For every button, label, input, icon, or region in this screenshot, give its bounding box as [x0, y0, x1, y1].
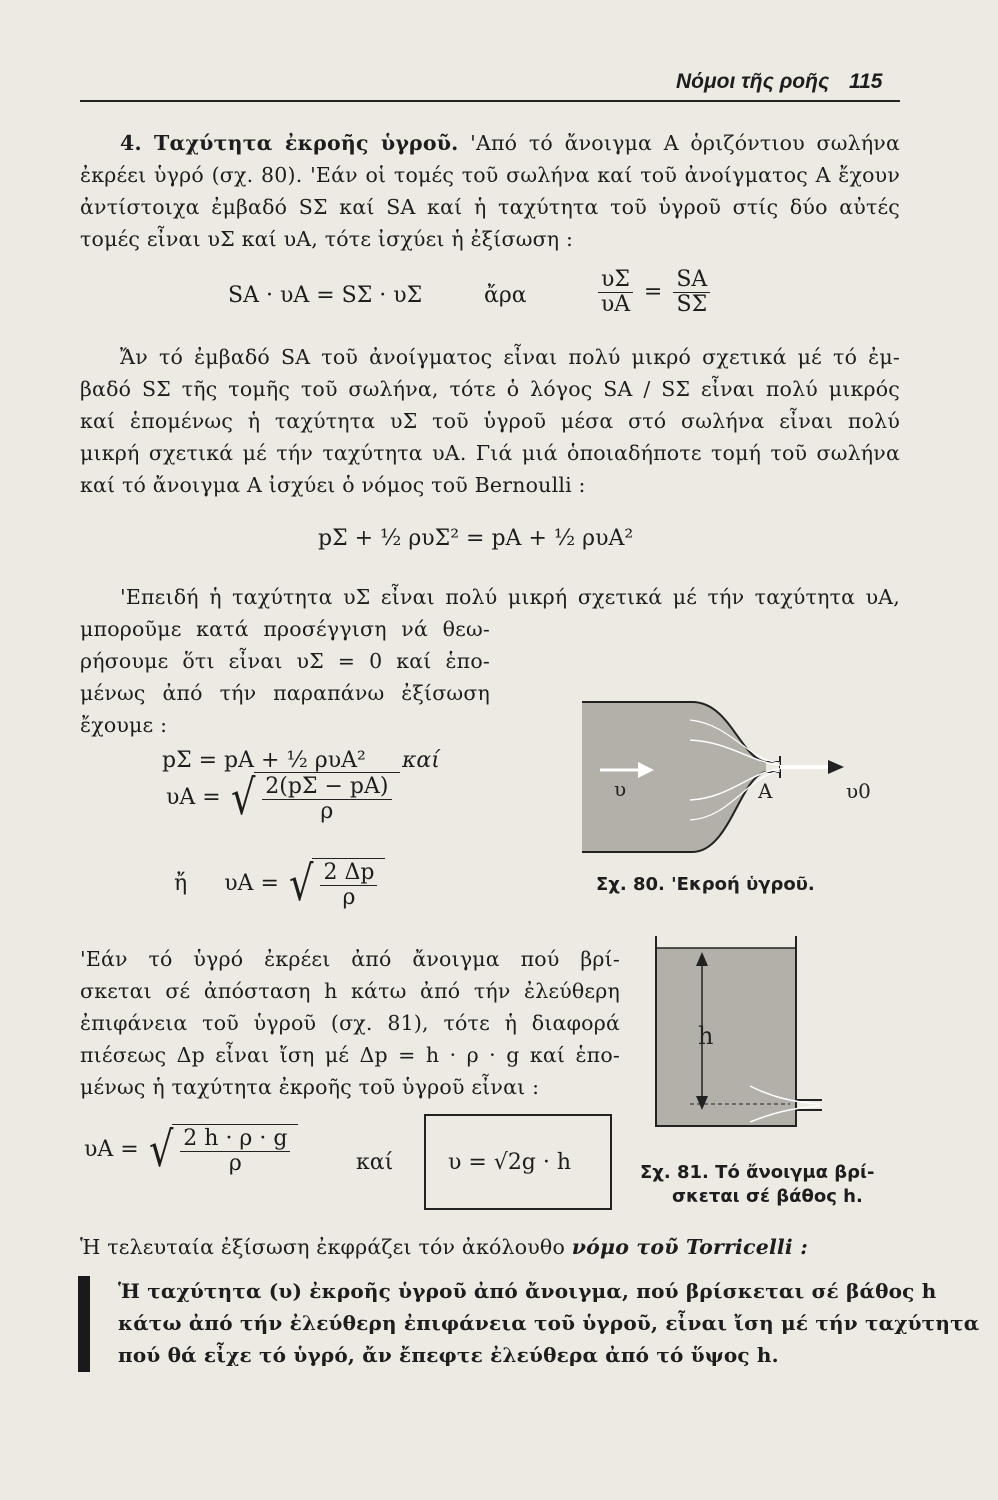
para3-line: ρήσουμε ὅτι εἶναι υΣ = 0 καί ἑπο- — [80, 649, 490, 673]
frac-denominator: SΣ — [676, 292, 708, 317]
frac-denominator: ρ — [228, 1151, 242, 1176]
para2-line: καί τό ἄνοιγμα Α ἰσχύει ὁ νόμος τοῦ Bernoulli : — [80, 473, 586, 497]
eq1-connector: ἄρα — [484, 283, 527, 308]
torricelli-box — [424, 1114, 612, 1210]
pressure-equation: pΣ = pA + ½ ρυA² — [162, 748, 366, 773]
continuity-equation: SA · υA = SΣ · υΣ — [228, 283, 423, 308]
frac-numerator: 2(pΣ − pA) — [262, 775, 391, 800]
para1-line: τομές εἶναι υΣ καί υA, τότε ἰσχύει ἡ ἐξίσωση : — [80, 227, 574, 251]
torricelli-derivation: υA = √ $\frac{2 h \cdot \rho \cdot g}{\rho}$ — [84, 1124, 298, 1176]
figure-81-caption-line: Σχ. 81. Τό ἄνοιγμα βρί- — [640, 1162, 875, 1183]
velocity-delta-p-equation: ἤ υA = √ $\frac{2 \Delta p}{\rho}$ — [174, 858, 385, 910]
para2-line: καί ἑπομένως ἡ ταχύτητα υΣ τοῦ ὑγροῦ μέσα στό σωλήνα εἶναι πολύ — [80, 409, 900, 433]
para4-line: μένως ἡ ταχύτητα ἐκροῆς τοῦ ὑγροῦ εἶναι : — [80, 1075, 540, 1099]
eq2-suffix: καί — [402, 748, 440, 773]
figure-80 — [580, 700, 880, 860]
velocity-equation: υA = √ $\frac{2(p\Sigma - pA)}{\rho}$ — [166, 772, 400, 824]
header-title: Νόμοι τῆς ροῆς — [676, 70, 830, 93]
eq4-prefix: ἤ — [174, 871, 188, 896]
label-v: υ — [614, 777, 627, 801]
law-margin-bar — [78, 1276, 90, 1372]
figure-81 — [650, 936, 880, 1136]
frac-numerator: υΣ — [598, 268, 633, 293]
para2-line: Ἄν τό ἐμβαδό SA τοῦ ἀνοίγματος εἶναι πολύ μικρό σχετικά μέ τό ἐμ- — [120, 345, 900, 369]
para3-line: 'Επειδή ἡ ταχύτητα υΣ εἶναι πολύ μικρή σχετικά μέ τήν ταχύτητα υA, — [120, 585, 900, 609]
frac-denominator: ρ — [342, 885, 356, 910]
para1-line: ἐκρέει ὑγρό (σχ. 80). 'Εάν οἱ τομές τοῦ σωλήνα καί τοῦ ἀνοίγματος Α ἔχουν — [80, 163, 900, 187]
header-rule — [80, 100, 900, 102]
tank-liquid — [656, 948, 796, 1126]
para4-line: σκεται σέ ἀπόσταση h κάτω ἀπό τήν ἐλεύθερη — [80, 979, 620, 1003]
ratio-equation: $\frac{\upsilon\Sigma}{\upsilon A}$ = $\frac{SA}{S\Sigma}$ — [594, 268, 714, 317]
para1-line: 'Από τό ἄνοιγμα Α ὁριζόντιου σωλήνα — [470, 131, 901, 155]
para2-line: μικρή σχετικά μέ τήν ταχύτητα υA. Γιά μιά ὁποιαδήποτε τομή τοῦ σωλήνα — [80, 441, 900, 465]
torricelli-intro — [80, 1232, 900, 1262]
frac-numerator: SA — [673, 268, 710, 293]
para1-line: ἀντίστοιχα ἐμβαδό SΣ καί SA καί ἡ ταχύτητα τοῦ ὑγροῦ στίς δύο αὐτές — [80, 195, 900, 219]
figure-81-caption-line: σκεται σέ βάθος h. — [672, 1186, 863, 1207]
eq5-connector: καί — [356, 1150, 394, 1175]
running-header — [676, 70, 882, 94]
law-line: Ἡ ταχύτητα (υ) ἐκροῆς ὑγροῦ ἀπό ἄνοιγμα, πού βρίσκεται σέ βάθος h — [118, 1279, 937, 1303]
para3-line: ἔχουμε : — [80, 713, 168, 737]
label-a: A — [758, 779, 773, 803]
frac-denominator: ρ — [320, 799, 334, 824]
para3-line: μένως ἀπό τήν παραπάνω ἐξίσωση — [80, 681, 490, 705]
pipe-body — [582, 702, 692, 852]
frac-numerator: 2 h · ρ · g — [180, 1127, 290, 1152]
bernoulli-equation: pΣ + ½ ρυΣ² = pA + ½ ρυA² — [318, 526, 634, 551]
eq3-lhs: υA = — [166, 785, 221, 810]
para4-line: πιέσεως Δp εἶναι ἴση μέ Δp = h · ρ · g καί ἑπο- — [80, 1043, 620, 1067]
label-h: h — [698, 1022, 714, 1050]
frac-numerator: 2 Δp — [320, 861, 377, 886]
eq5-lhs: υA = — [84, 1137, 139, 1162]
para4-line: ἐπιφάνεια τοῦ ὑγροῦ (σχ. 81), τότε ἡ διαφορά — [80, 1011, 620, 1035]
eq4-lhs: υA = — [224, 871, 279, 896]
label-v0: υ0 — [846, 779, 871, 803]
law-line: πού θά εἶχε τό ὑγρό, ἄν ἔπεφτε ἐλεύθερα ἀπό τό ὕψος h. — [118, 1343, 779, 1367]
para2-line: βαδό SΣ τῆς τομῆς τοῦ σωλήνα, τότε ὁ λόγος SA / SΣ εἶναι πολύ μικρός — [80, 377, 900, 401]
frac-denominator: υA — [600, 292, 631, 317]
law-line: κάτω ἀπό τήν ἐλεύθερη ἐπιφάνεια τοῦ ὑγροῦ, εἶναι ἴση μέ τήν ταχύτητα — [118, 1311, 980, 1335]
section-title: 4. Ταχύτητα ἐκροῆς ὑγροῦ. — [120, 131, 459, 155]
torricelli-formula: υ = √2g · h — [448, 1150, 572, 1175]
figure-80-caption: Σχ. 80. 'Εκροή ὑγροῦ. — [596, 874, 815, 895]
para5-text: Ἡ τελευταία ἐξίσωση ἐκφράζει τόν ἀκόλουθο — [80, 1235, 565, 1259]
section-first-line — [80, 128, 900, 158]
law-name: νόμο τοῦ Torricelli : — [571, 1235, 809, 1259]
para4-line: 'Εάν τό ὑγρό ἐκρέει ἀπό ἄνοιγμα πού βρί- — [80, 947, 620, 971]
page-number: 115 — [848, 70, 883, 93]
para3-line: μποροῦμε κατά προσέγγιση νά θεω- — [80, 617, 490, 641]
